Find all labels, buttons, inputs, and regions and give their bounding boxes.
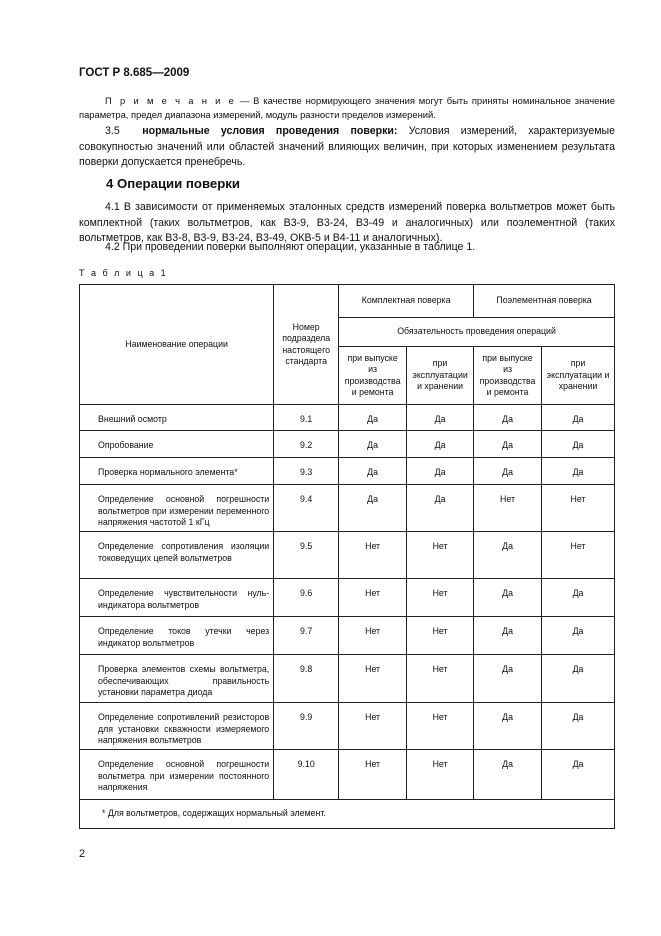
clause-4-2-text: 4.2 При проведении поверки выполняют операции, указанные в таблице 1. [105, 241, 476, 253]
row-value: Да [407, 458, 474, 485]
table-row [80, 703, 615, 750]
row-section-number: 9.4 [274, 485, 339, 532]
header-release-2: при выпуске из производства и ремонта [474, 347, 542, 405]
row-value: Нет [407, 655, 474, 703]
header-release-1: при выпуске из производства и ремонта [339, 347, 407, 405]
row-section-number: 9.5 [274, 532, 339, 579]
clause-4-1-text: 4.1 В зависимости от применяемых эталонных средств измерений поверка вольтметров может быть комплектной (таких вольтметров, как В3-9, В3-24, В3-49 и аналогичных) или поэлементной (таких вольтметров, как В3-8, В3-9, В3-24, В3-49, ОКВ-5 и В4-11 и аналогичных). [79, 201, 615, 244]
row-section-number: 9.10 [274, 750, 339, 800]
header-operation: Наименование операции [80, 285, 274, 405]
row-value: Нет [339, 703, 407, 750]
row-value: Да [474, 532, 542, 579]
table-row [80, 458, 615, 485]
row-value: Да [339, 405, 407, 431]
row-value: Да [407, 431, 474, 458]
table-row [80, 405, 615, 431]
row-operation-name: Определение чувствительности нуль-индикатора вольтметров [98, 588, 270, 610]
row-operation-name: Внешний осмотр [98, 414, 167, 424]
row-value: Нет [407, 617, 474, 655]
header-obligation: Обязательность проведения операций [339, 318, 615, 347]
row-value: Нет [542, 485, 615, 532]
row-value: Да [474, 405, 542, 431]
row-value: Да [474, 655, 542, 703]
header-operation-storage-1: при эксплуатации и хранении [407, 347, 474, 405]
row-value: Нет [407, 579, 474, 617]
row-operation-name: Проверка элементов схемы вольтметра, обеспечивающих правильность установки параметра диода [98, 664, 270, 697]
row-value: Да [474, 703, 542, 750]
note-label: П р и м е ч а н и е [105, 95, 237, 106]
clause-3-5-number: 3.5 [105, 125, 120, 137]
row-operation-name: Определение основной погрешности вольтметра при измерении постоянного напряжения [98, 759, 270, 792]
row-operation-name: Определение сопротивлений резисторов для установки скважности измеряемого напряжения вольтметров [98, 712, 270, 745]
row-value: Да [542, 750, 615, 800]
table-row [80, 532, 615, 579]
header-operation-storage-2: при эксплуатации и хранении [542, 347, 615, 405]
table-row [80, 485, 615, 532]
operations-table [79, 284, 615, 829]
table-row [80, 431, 615, 458]
row-section-number: 9.6 [274, 579, 339, 617]
row-operation-name: Определение основной погрешности вольтметров при измерении переменного напряжения частотой 1 кГц [98, 494, 270, 527]
table-caption: Т а б л и ц а 1 [79, 268, 168, 278]
row-value: Да [407, 405, 474, 431]
note-paragraph [79, 94, 615, 121]
row-value: Да [542, 703, 615, 750]
clause-3-5-term: нормальные условия проведения поверки: [142, 125, 398, 137]
clause-3-5 [79, 124, 615, 171]
row-value: Да [474, 750, 542, 800]
note-text: — В качестве нормирующего значения могут быть приняты номинальное значение параметра, предел диапазона измерений, модуль разности пределов измерений. [79, 95, 615, 120]
row-value: Да [474, 458, 542, 485]
row-value: Нет [407, 532, 474, 579]
row-value: Нет [542, 532, 615, 579]
row-value: Нет [339, 655, 407, 703]
row-value: Да [474, 617, 542, 655]
row-value: Да [542, 655, 615, 703]
row-value: Да [542, 458, 615, 485]
row-value: Нет [407, 750, 474, 800]
table-row [80, 750, 615, 800]
row-value: Нет [339, 750, 407, 800]
row-section-number: 9.7 [274, 617, 339, 655]
row-value: Нет [339, 532, 407, 579]
table-row [80, 617, 615, 655]
row-value: Да [339, 485, 407, 532]
row-value: Да [542, 405, 615, 431]
row-section-number: 9.3 [274, 458, 339, 485]
row-section-number: 9.1 [274, 405, 339, 431]
section-heading: 4 Операции поверки [106, 176, 240, 191]
row-value: Да [542, 617, 615, 655]
row-value: Да [474, 579, 542, 617]
header-section-number: Номер подраздела настоящего стандарта [274, 285, 339, 405]
row-value: Да [407, 485, 474, 532]
table-row [80, 655, 615, 703]
table-footnote: * Для вольтметров, содержащих нормальный элемент. [80, 800, 615, 829]
row-value: Да [542, 431, 615, 458]
clause-4-2 [79, 240, 615, 256]
row-operation-name: Опробование [98, 440, 154, 450]
row-section-number: 9.9 [274, 703, 339, 750]
row-value: Нет [339, 617, 407, 655]
row-operation-name: Определение сопротивления изоляции токоведущих цепей вольтметров [98, 541, 270, 563]
row-value: Нет [339, 579, 407, 617]
row-section-number: 9.2 [274, 431, 339, 458]
header-elementwise-verification: Поэлементная поверка [474, 285, 615, 318]
row-value: Да [339, 458, 407, 485]
row-operation-name: Определение токов утечки через индикатор вольтметров [98, 626, 270, 648]
row-section-number: 9.8 [274, 655, 339, 703]
clause-3-5-text: Условия измерений, характеризуемые совокупностью значений или областей значений влияющих величин, при которых изменением результата поверки допускается пренебречь. [79, 125, 615, 168]
table-row [80, 579, 615, 617]
row-value: Да [339, 431, 407, 458]
row-value: Нет [407, 703, 474, 750]
page-number: 2 [79, 848, 86, 860]
row-value: Да [474, 431, 542, 458]
row-value: Нет [474, 485, 542, 532]
row-operation-name: Проверка нормального элемента* [98, 467, 238, 477]
row-value: Да [542, 579, 615, 617]
document-code: ГОСТ Р 8.685—2009 [79, 67, 190, 79]
header-complete-verification: Комплектная поверка [339, 285, 474, 318]
